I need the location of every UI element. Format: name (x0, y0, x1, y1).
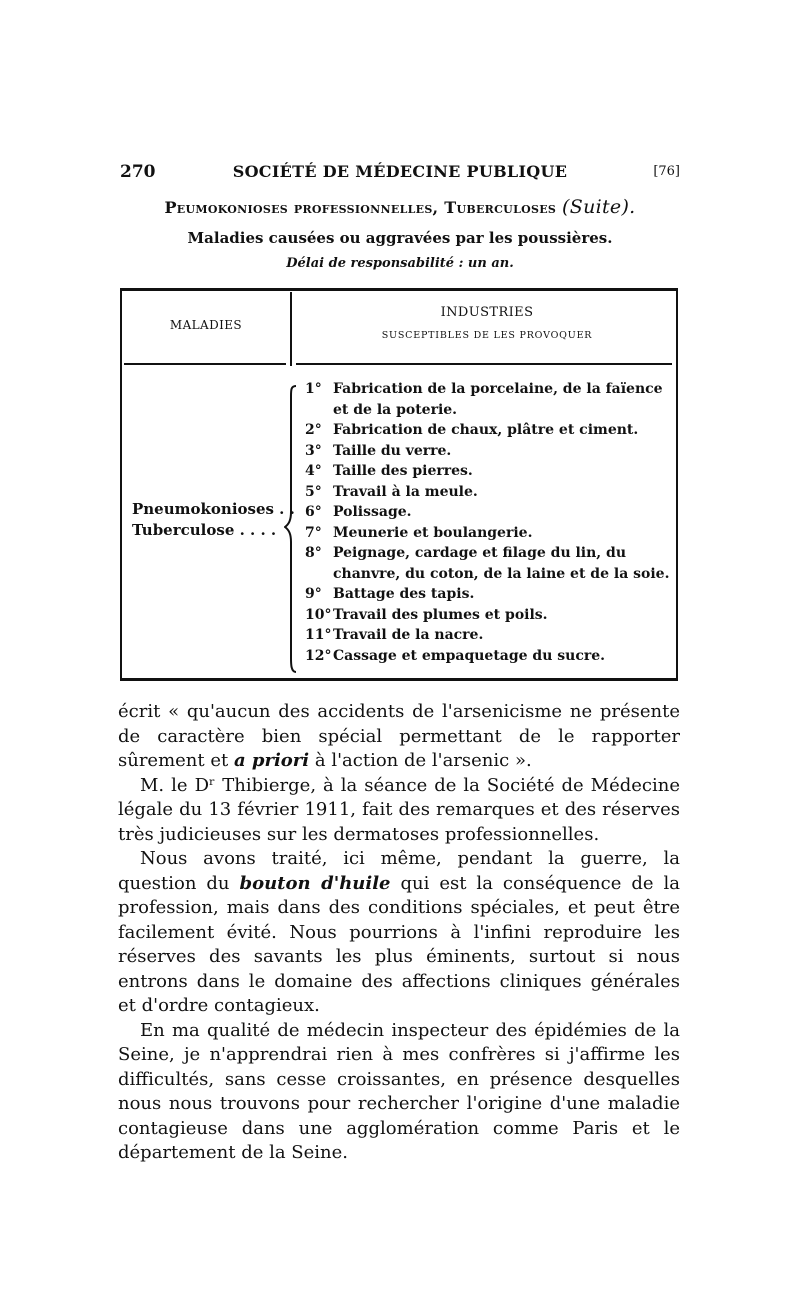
paragraph: En ma qualité de médecin inspecteur des épidémies de la Seine, je n'apprendrai rien à mes confrères si j'affirme les difficultés, sans cesse croissantes, en présence desquelles nous nous trouvons pour rechercher l'origine d'une maladie contagieuse dans une agglomération comme Paris et le département de la Seine. (118, 1019, 680, 1163)
reference-number: [76] (653, 164, 680, 179)
diseases-table (120, 288, 678, 684)
item-number: 2° (305, 422, 322, 438)
column-header-industries-sub: SUSCEPTIBLES DE LES PROVOQUER (381, 330, 593, 341)
item-number: 4° (305, 463, 322, 479)
industries-list (305, 379, 675, 666)
item-number: 8° (305, 545, 322, 561)
section-subtitle: Maladies causées ou aggravées par les poussières. (187, 229, 613, 247)
list-item (305, 441, 675, 462)
paragraph-text: écrit « qu'aucun des accidents de l'arsenicisme ne présente de caractère bien spécial permettant de le rapporter sûrement et (118, 701, 680, 771)
table-bottom-rule (120, 678, 678, 681)
item-text: Peignage, cardage et filage du lin, du chanvre, du coton, de la laine et de la soie. (333, 545, 670, 582)
item-text: Fabrication de chaux, plâtre et ciment. (333, 422, 639, 438)
list-item (305, 379, 675, 420)
disease-item: Tuberculose . . . . (132, 521, 277, 539)
diseases-list (132, 499, 295, 541)
item-number: 7° (305, 524, 322, 541)
paragraph (118, 700, 680, 774)
item-text: Travail de la nacre. (333, 627, 484, 643)
list-item (305, 605, 675, 626)
list-item (305, 543, 675, 584)
item-number: 11° (305, 627, 332, 643)
list-item (305, 420, 675, 441)
emphasis-text: bouton d'huile (239, 872, 391, 894)
item-number: 9° (305, 586, 322, 602)
header-bottom-rule-right (296, 363, 672, 365)
paragraph-text: qui est la conséquence de la profession, mais dans des conditions spéciales, et peut être facilement évité. Nous pourrions à l'infini reproduire les réserves des savants les plus éminents, surtout si nous entrons dans le domaine des affections cliniques générales et d'ordre contagieux. (118, 872, 680, 1016)
list-item (305, 584, 675, 605)
item-text: Travail des plumes et poils. (333, 606, 548, 623)
body-text (118, 700, 680, 1166)
section-title-text: Peumokonioses professionnelles, Tuberculoses (164, 198, 557, 217)
emphasis-text: a priori (233, 750, 310, 771)
item-text: Fabrication de la porcelaine, de la faïence et de la poterie. (333, 381, 663, 418)
paragraph: M. le Dʳ Thibierge, à la séance de la Société de Médecine légale du 13 février 1911, fait des remarques et des réserves très judicieuses sur les dermatoses professionnelles. (118, 774, 680, 845)
item-number: 10° (305, 606, 332, 623)
disease-item: Pneumokonioses . . (132, 500, 295, 518)
list-item (305, 625, 675, 646)
table-top-rule (120, 288, 678, 291)
list-item (305, 461, 675, 482)
item-number: 12° (305, 647, 332, 664)
column-header-diseases: MALADIES (169, 318, 243, 332)
table-left-rule (120, 288, 122, 681)
list-item (305, 482, 675, 503)
running-header (120, 162, 680, 186)
item-text: Travail à la meule. (333, 483, 478, 500)
responsibility-delay: Délai de responsabilité : un an. (286, 256, 514, 271)
item-text: Cassage et empaquetage du sucre. (333, 647, 606, 664)
page-number: 270 (120, 162, 156, 182)
list-item (305, 502, 675, 523)
section-title-suffix: (Suite). (562, 196, 636, 218)
paragraph (118, 847, 680, 1019)
list-item (305, 523, 675, 544)
table-right-rule (676, 288, 678, 681)
item-text: Battage des tapis. (333, 586, 475, 602)
item-text: Meunerie et boulangerie. (333, 524, 533, 541)
list-item (305, 646, 675, 667)
running-title: SOCIÉTÉ DE MÉDECINE PUBLIQUE (232, 162, 568, 181)
item-number: 5° (305, 483, 322, 500)
column-header-industries: INDUSTRIES (440, 305, 534, 320)
item-text: Taille des pierres. (333, 463, 473, 479)
section-title (0, 196, 800, 218)
header-bottom-rule-left (124, 363, 286, 365)
paragraph-text: à l'action de l'arsenic ». (309, 750, 532, 771)
item-text: Polissage. (333, 504, 412, 520)
paragraph-text: Nous avons traité, ici même, pendant la guerre, la question du (118, 848, 680, 894)
item-number: 3° (305, 442, 322, 459)
item-text: Taille du verre. (333, 442, 452, 459)
item-number: 1° (305, 381, 322, 397)
brace-icon (284, 384, 304, 674)
item-number: 6° (305, 504, 322, 520)
